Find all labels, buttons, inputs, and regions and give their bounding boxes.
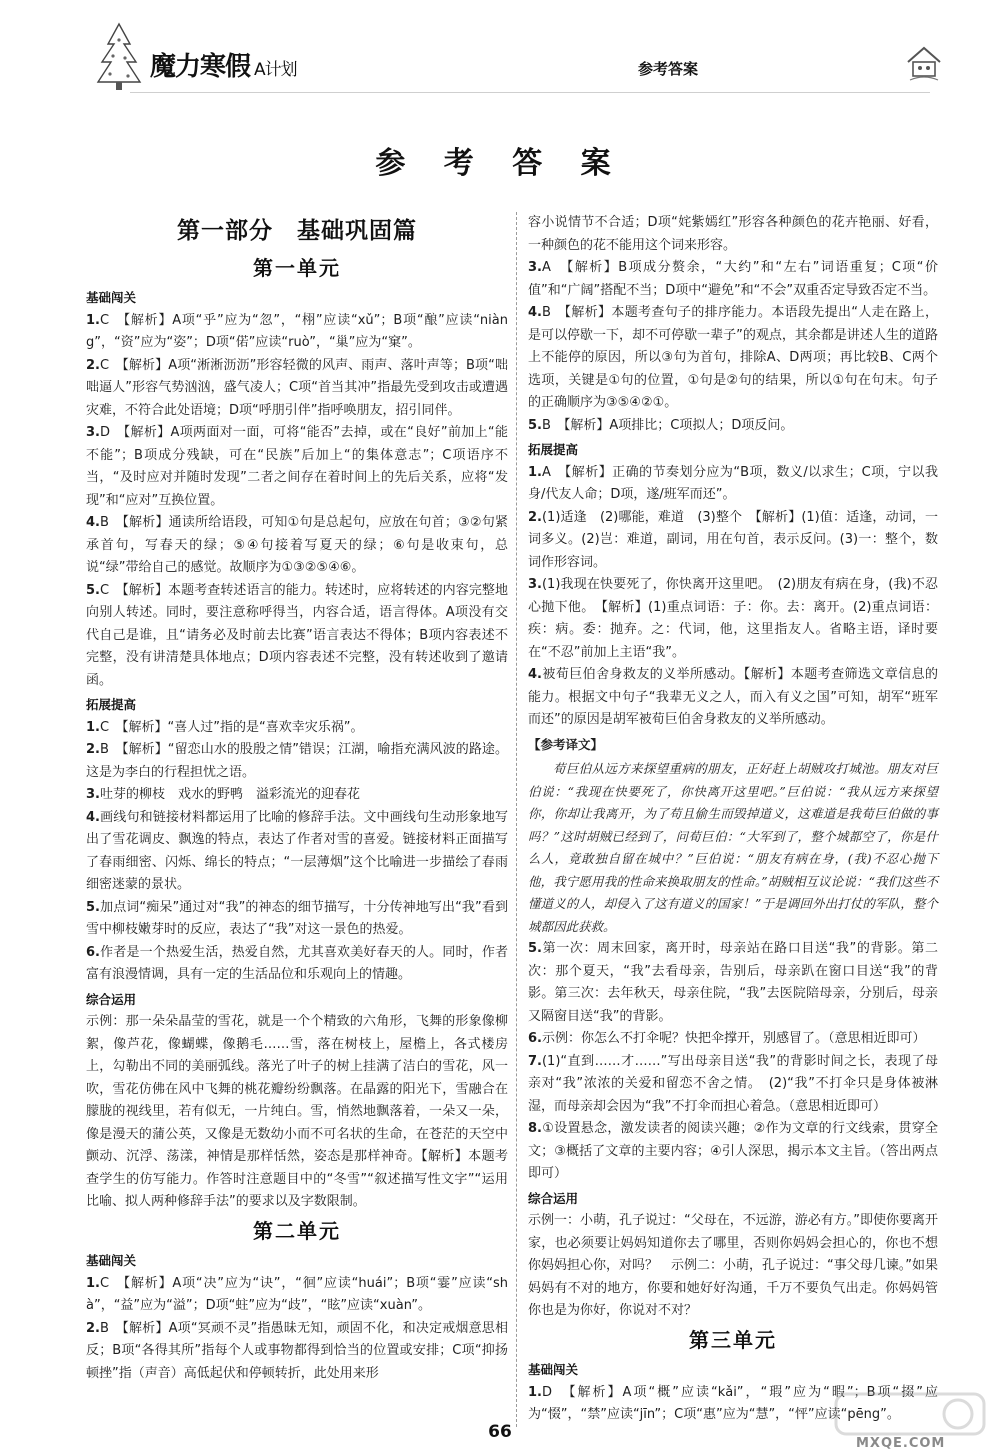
list-item: 7.(1)“直到……才……”写出母亲目送“我”的背影时间之长，表现了母亲对“我”浓浓的关爱和留恋不舍之情。 (2)“我”不打伞只是身体被淋湿，而母亲却会因为“我”不打伞而担心着急。（意思相近即可） <box>528 1053 938 1114</box>
section-label-basic: 基础闯关 <box>86 290 137 305</box>
list-item: 6.示例：你怎么不打伞呢？快把伞撑开，别感冒了。（意思相近即可） <box>528 1031 926 1046</box>
list-item: 2.B 【解析】A项“冥顽不灵”指愚昧无知，顽固不化，和决定戒烟意思相反；B项“各得其所”指每个人或事物都得到恰当的位置或安排；C项“抑扬顿挫”指（声音）高低起伏和停顿转折，此处用来形 <box>86 1320 508 1381</box>
list-item: 4.B 【解析】本题考查句子的排序能力。本语段先提出“人走在路上，是可以停歇一下，却不可停歇一辈子”的观点，其余都是讲述人生的道路上不能停的原因，所以③句为首句，排除A、D两项；再比较B、C两个选项，关键是①句的位置，①句是②句的结果，所以①句在句末。句子的正确顺序为③⑤④②①。 <box>528 305 938 410</box>
unit2-basic-list-cont <box>528 257 938 437</box>
left-column <box>86 212 508 1385</box>
comprehensive-answer: 示例：那一朵朵晶莹的雪花，就是一个个精致的六角形，飞舞的形象像柳絮，像芦花，像蝴蝶，像鹅毛……雪，落在树枝上，屋檐上，各式楼房上，勾勒出不同的美丽弧线。落光了叶子的树上挂满了洁白的雪花，风一吹，雪花仿佛在风中飞舞的桃花瓣纷纷飘落。在晶露的阳光下，雪融合在朦胧的视线里，若有似无，一片纯白。雪，悄然地飘落着，一朵又一朵，像是漫天的蒲公英，又像是无数幼小而不可名状的生命，在苍茫的天空中颤动、沉浮、荡漾，神情是那样恬然，姿态是那样神奇。【解析】本题考查学生的仿写能力。作答时注意题目中的“冬雪”“叙述描写性文字”“运用比喻、拟人两种修辞手法”的要求以及字数限制。 <box>86 1014 508 1209</box>
unit1-expand-list <box>86 717 508 987</box>
page-title: 参 考 答 案 <box>375 146 625 181</box>
list-item: 3.吐芽的柳枝 戏水的野鸭 溢彩流光的迎春花 <box>86 787 360 802</box>
reference-translation: 荀巨伯从远方来探望重病的朋友，正好赶上胡贼攻打城池。朋友对巨伯说：“我现在快要死了，你快离开这里吧。”巨伯说：“我从远方来探望你，你却让我离开，为了苟且偷生而毁掉道义，这难道是我荀巨伯做的事吗？”这时胡贼已经到了，问荀巨伯：“大军到了，整个城都空了，你是什么人，竟敢独自留在城中？”巨伯说：“朋友有病在身，(我)不忍心抛下他，我宁愿用我的性命来换取朋友的性命。”胡贼相互议论说：“我们这些不懂道义的人，却侵入了这有道义的国家！”于是调回外出打仗的军队，整个城都因此获救。 <box>528 761 938 934</box>
comprehensive-answer: 示例一：小萌，孔子说过：“父母在，不远游，游必有方。”即使你要离开家，也必须要让妈妈知道你去了哪里，否则你妈妈会担心的，你也不想你妈妈担心你，对吗？ 示例二：小萌，孔子说过：“事父母几谏。”如果妈妈有不对的地方，你要和她好好沟通，千万不要负气出走。你妈妈管你也是为你好，你说对不对？ <box>528 1213 938 1318</box>
watermark-text: MXQE.COM <box>856 1436 946 1451</box>
section-label-expand: 拓展提高 <box>528 442 579 457</box>
list-item: 1.A 【解析】正确的节奏划分应为“B项，数义/以求生；C项，宁以我身/代友人命；D项，遂/班军而还”。 <box>528 464 938 502</box>
unit2-expand-list-2 <box>528 938 938 1186</box>
brand-subtitle: A计划 <box>254 60 297 80</box>
list-item: 5.B 【解析】A项排比；C项拟人；D项反问。 <box>528 417 794 433</box>
list-item: 1.C 【解析】A项“决”应为“诀”，“徊”应读“huái”；B项“霎”应读“shà”，“益”应为“溢”；D项“蛀”应为“歧”，“眩”应读“xuàn”。 <box>86 1275 508 1313</box>
section-label-basic: 基础闯关 <box>86 1253 137 1268</box>
header-divider <box>130 92 930 93</box>
brand-name: 魔力寒假 <box>150 52 251 82</box>
header-section-title: 参考答案 <box>638 60 699 78</box>
list-item: 5.加点词“痴呆”通过对“我”的神态的细节描写，十分传神地写出“我”看到雪中柳枝嫩芽时的反应，表达了“我”对这一景色的热爱。 <box>86 899 508 937</box>
house-mascot-icon <box>902 40 946 84</box>
list-item: 6.作者是一个热爱生活，热爱自然，尤其喜欢美好春天的人。同时，作者富有浪漫情调，具有一定的生活品位和乐观向上的情趣。 <box>86 944 508 982</box>
right-column <box>528 212 938 1427</box>
list-item: 4.被荀巨伯舍身救友的义举所感动。【解析】本题考查筛选文章信息的能力。根据文中句子“我辈无义之人，而入有义之国”可知，胡军“班军而还”的原因是胡军被荀巨伯舍身救友的义举所感动。 <box>528 667 938 727</box>
section-label-expand: 拓展提高 <box>86 697 137 712</box>
page-header <box>0 0 1000 110</box>
continued-text: 容小说情节不合适；D项“姹紫嫣红”形容各种颜色的花卉艳丽、好看，一种颜色的花不能用这个词来形容。 <box>528 215 938 253</box>
list-item: 2.C 【解析】A项“淅淅沥沥”形容轻微的风声、雨声、落叶声等；B项“咄咄逼人”形容气势汹汹，盛气凌人；C项“首当其冲”指最先受到攻击或遭遇灾难，不符合此处语境；D项“呼朋引伴”指呼唤朋友，招引同伴。 <box>86 357 508 418</box>
unit2-basic-list <box>86 1273 508 1386</box>
unit1-basic-list <box>86 310 508 693</box>
unit-heading-1: 第一单元 <box>253 255 341 280</box>
translation-label: 【参考译文】 <box>528 736 604 752</box>
list-item: 1.C 【解析】A项“乎”应为“忽”，“栩”应读“xǔ”；B项“酿”应读“niàng”，“资”应为“姿”；D项“偌”应读“ruò”，“巢”应为“窠”。 <box>86 312 508 350</box>
column-divider <box>516 212 517 1427</box>
list-item: 1.D 【解析】A项“概”应读“kǎi”，“瑕”应为“暇”；B项“掇”应为“惙”，“禁”应读“jīn”；C项“惠”应为“慧”，“怦”应读“pēng”。 <box>528 1384 938 1422</box>
unit-heading-3: 第三单元 <box>689 1327 777 1352</box>
section-label-comprehensive: 综合运用 <box>86 991 137 1007</box>
unit-heading-2: 第二单元 <box>253 1218 341 1243</box>
list-item: 1.C 【解析】“喜人过”指的是“喜欢幸灾乐祸”。 <box>86 719 364 735</box>
page-number: 66 <box>488 1422 512 1442</box>
list-item: 8.①设置悬念，激发读者的阅读兴趣；②作为文章的行文线索，贯穿全文；③概括了文章的主要内容；④引人深思，揭示本文主旨。（答出两点即可） <box>528 1121 938 1181</box>
brand-title <box>150 46 297 83</box>
christmas-tree-icon <box>96 22 142 92</box>
list-item: 5.第一次：周末回家，离开时，母亲站在路口目送“我”的背影。第二次：那个夏天，“我”去看母亲，告别后，母亲趴在窗口目送“我”的背影。第三次：去年秋天，母亲住院，“我”去医院陪母亲，分别后，母亲又隔窗目送“我”的背影。 <box>528 941 938 1024</box>
list-item: 3.D 【解析】A项两面对一面，可将“能否”去掉，或在“良好”前加上“能不能”；B项成分残缺，可在“民族”后加上“的集体意志”；C项语序不当，“及时应对并随时发现”二者之间存在着时间上的先后关系，应将“发现”和“应对”互换位置。 <box>86 425 508 508</box>
section-label-comprehensive: 综合运用 <box>528 1190 579 1206</box>
list-item: 2.B 【解析】“留恋山水的股殷之情”错误；江湖，喻指充满风波的路途。这是为李白的行程担忧之语。 <box>86 742 508 780</box>
list-item: 3.(1)我现在快要死了，你快离开这里吧。 (2)朋友有病在身，(我)不忍心抛下他。 【解析】(1)重点词语：子：你。去：离开。(2)重点词语：疾：病。委：抛弃。之：代词，他，这里指友人。省略主语，译时要在“不忍”前加上主语“我”。 <box>528 577 938 660</box>
list-item: 5.C 【解析】本题考查转述语言的能力。转述时，应将转述的内容完整地向别人转述。同时，要注意称呼得当，内容合适，语言得体。A项没有交代自己是谁，且“请务必及时前去比赛”语言表达不得体；B项内容表述不完整，没有讲清楚具体地点；D项内容表述不完整，没有转述收到了邀请函。 <box>86 582 508 688</box>
list-item: 4.画线句和链接材料都运用了比喻的修辞手法。文中画线句生动形象地写出了雪花调皮、飘逸的特点，表达了作者对雪的喜爱。链接材料正面描写了春雨细密、闪烁、绵长的特点；“一层薄烟”这个比喻进一步描绘了春雨细密迷蒙的景状。 <box>86 809 508 892</box>
section-label-basic: 基础闯关 <box>528 1362 579 1377</box>
list-item: 4.B 【解析】通读所给语段，可知①句是总起句，应放在句首；③②句紧承首句，写春天的绿；⑤④句接着写夏天的绿；⑥句是收束句，总说“绿”带给自己的感觉。故顺序为①③②⑤④⑥。 <box>86 515 508 575</box>
unit2-expand-list <box>528 462 938 732</box>
list-item: 2.(1)适逢 (2)哪能，难道 (3)整个 【解析】(1)值：适逢，动词，一词多义。(2)岂：难道，副词，用在句首，表示反问。(3)一：整个，数词作形容词。 <box>528 509 938 570</box>
part-heading: 第一部分 基础巩固篇 <box>177 218 417 244</box>
list-item: 3.A 【解析】B项成分赘余，“大约”和“左右”词语重复；C项“价值”和“广阔”搭配不当；D项中“避免”和“不会”双重否定导致否定不当。 <box>528 260 938 298</box>
